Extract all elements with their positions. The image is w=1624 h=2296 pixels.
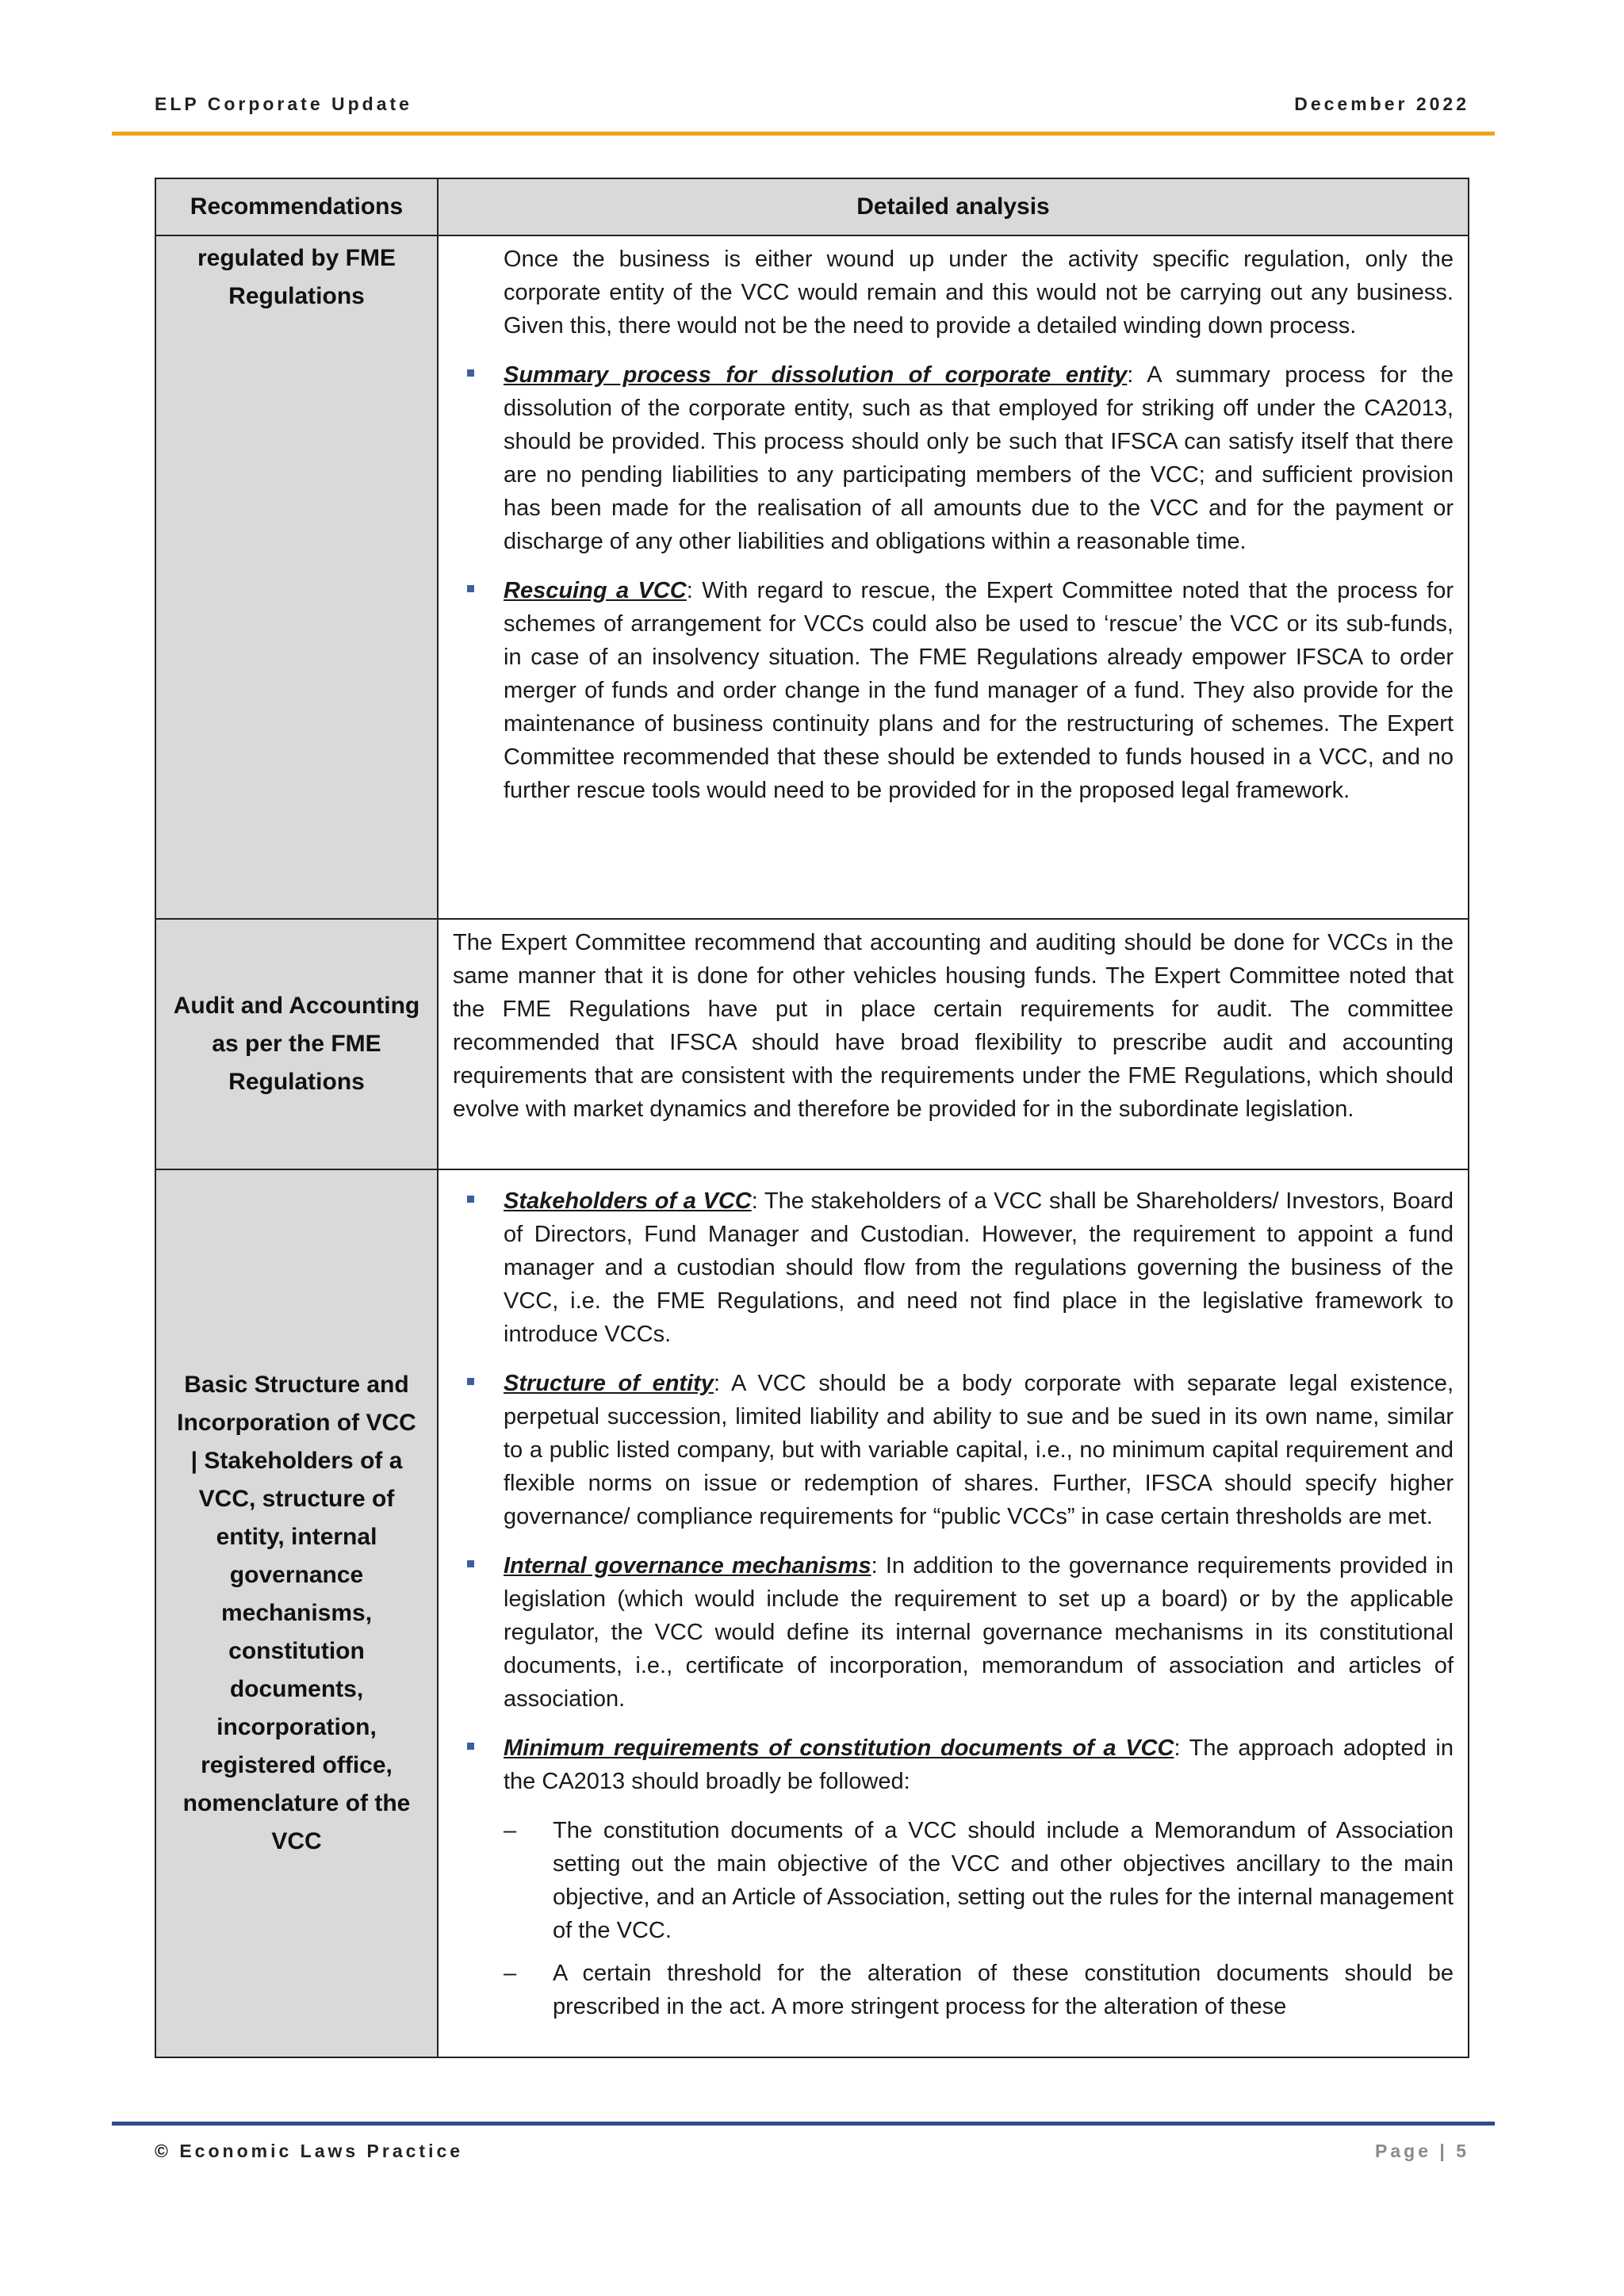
dash-item [504, 1814, 1454, 1947]
bullet-item [453, 358, 1454, 558]
analysis-cell [438, 235, 1469, 919]
bullet-item [453, 1549, 1454, 1716]
footer-copyright: © Economic Laws Practice [155, 2141, 464, 2161]
dash-marker: – [504, 1818, 517, 1843]
bullet-item [453, 1367, 1454, 1533]
header-date: December 2022 [1294, 94, 1469, 114]
dash-text: A certain threshold for the alteration of these constitution documents should be prescribed in the act. A more stringent process for the alteration of these [553, 1961, 1454, 2019]
bullet-text: : The stakeholders of a VCC shall be Shareholders/ Investors, Board of Directors, Fund Manager and Custodian. However, the requirement to appoint a fund manager and a custodian should flow from the regulations governing the business of the VCC, i.e. the FME Regulations, and need not find place in the legislative framework to introduce VCCs. [504, 1188, 1454, 1347]
bullet-title: Rescuing a VCC [504, 578, 687, 603]
square-bullet-icon [467, 1560, 474, 1567]
square-bullet-icon [467, 1196, 474, 1203]
header-divider [112, 132, 1495, 136]
bullet-text: : In addition to the governance requirements provided in legislation (which would include the requirement to set up a board) or by the applicable regulator, the VCC would define its internal governance mechanisms in its constitutional documents, i.e., certificate of incorporation, memorandum of association and articles of association. [504, 1553, 1454, 1712]
bullet-title: Summary process for dissolution of corporate entity [504, 362, 1128, 388]
bullet-item [453, 1184, 1454, 1351]
dash-sub-list [504, 1814, 1454, 2023]
bullet-text: : A VCC should be a body corporate with separate legal existence, perpetual succession, limited liability and ability to sue and be sued in its own name, similar to a public listed company, but with variable capital, i.e., no minimum capital requirement and flexible norms on issue or redemption of shares. Further, IFSCA should specify higher governance/ compliance requirements for “public VCCs” in case certain thresholds are met. [504, 1371, 1454, 1529]
bullet-item [453, 574, 1454, 807]
table-row [155, 235, 1469, 919]
column-header-detailed-analysis: Detailed analysis [438, 178, 1469, 235]
table-row [155, 1169, 1469, 2057]
dash-marker: – [504, 1961, 517, 1986]
bullet-title: Internal governance mechanisms [504, 1553, 871, 1578]
recommendations-table [155, 178, 1469, 2058]
analysis-paragraph: Once the business is either wound up under the activity specific regulation, only the corporate entity of the VCC would remain and this would not be carrying out any business. Given this, there would not be the need to provide a detailed winding down process. [504, 247, 1454, 339]
column-header-recommendations: Recommendations [155, 178, 438, 235]
footer-page-number: Page | 5 [1375, 2141, 1469, 2161]
bullet-text: : With regard to rescue, the Expert Committee noted that the process for schemes of arrangement for VCCs could also be used to ‘rescue’ the VCC or its sub-funds, in case of an insolvency situation. The FME Regulations already empower IFSCA to order merger of funds and order change in the fund manager of a fund. They also provide for the maintenance of business continuity plans and for the restructuring of schemes. The Expert Committee recommended that these should be extended to funds housed in a VCC, and no further rescue tools would need to be provided for in the proposed legal framework. [504, 578, 1454, 803]
table-row [155, 919, 1469, 1169]
square-bullet-icon [467, 1378, 474, 1385]
bullet-title: Minimum requirements of constitution documents of a VCC [504, 1735, 1174, 1761]
bullet-text: : The approach adopted in the CA2013 should broadly be followed: [504, 1735, 1454, 1794]
square-bullet-icon [467, 1743, 474, 1750]
recommendation-cell: Basic Structure and Incorporation of VCC | Stakeholders of a VCC, structure of entity, internal governance mechanisms, constitution documents, incorporation, registered office, nomenclature of the VCC [155, 1169, 438, 2057]
bullet-title: Stakeholders of a VCC [504, 1188, 752, 1214]
square-bullet-icon [467, 585, 474, 592]
square-bullet-icon [467, 369, 474, 377]
table-header-row [155, 178, 1469, 235]
bullet-title: Structure of entity [504, 1371, 714, 1396]
analysis-paragraph: The Expert Committee recommend that accounting and auditing should be done for VCCs in the same manner that it is done for other vehicles housing funds. The Expert Committee noted that the FME Regulations have put in place certain requirements for audit. The committee recommended that IFSCA should have broad flexibility to prescribe audit and accounting requirements that are consistent with the requirements under the FME Regulations, which should evolve with market dynamics and therefore be provided for in the subordinate legislation. [453, 930, 1454, 1122]
bullet-text: : A summary process for the dissolution of the corporate entity, such as that employed for striking off under the CA2013, should be provided. This process should only be such that IFSCA can satisfy itself that there are no pending liabilities to any participating members of the VCC; and sufficient provision has been made for the realisation of all amounts due to the VCC and for the payment or discharge of any other liabilities and obligations within a reasonable time. [504, 362, 1454, 554]
dash-item [504, 1957, 1454, 2023]
analysis-cell [438, 919, 1469, 1169]
header-publication-title: ELP Corporate Update [155, 94, 412, 114]
footer-divider [112, 2122, 1495, 2126]
analysis-cell [438, 1169, 1469, 2057]
recommendation-cell: Audit and Accounting as per the FME Regulations [155, 919, 438, 1169]
recommendation-cell: regulated by FME Regulations [155, 235, 438, 919]
dash-text: The constitution documents of a VCC should include a Memorandum of Association setting out the main objective of the VCC and other objectives ancillary to the main objective, and an Article of Association, setting out the rules for the internal management of the VCC. [553, 1818, 1454, 1943]
bullet-item [453, 1732, 1454, 1798]
